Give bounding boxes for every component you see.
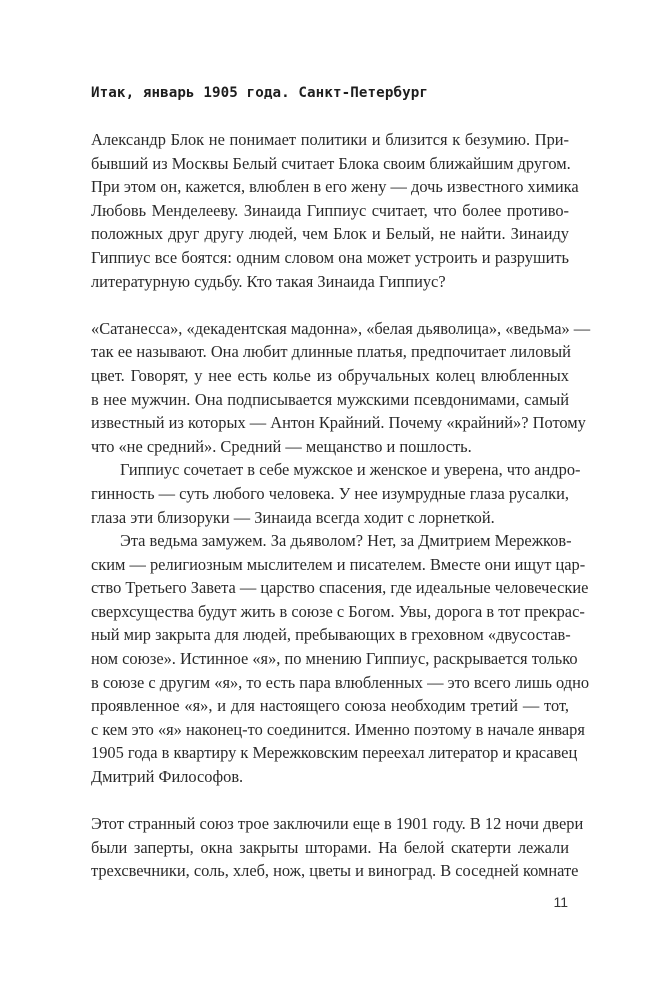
text-line: Александр Блок не понимает политики и близится к безумию. При- xyxy=(91,130,569,149)
text-line: Этот странный союз трое заключили еще в 1901 году. В 12 ночи двери xyxy=(91,814,584,834)
text-line: Гиппиус все боятся: одним словом она может устроить и разрушить xyxy=(91,247,569,267)
text-line: в нее мужчин. Она подписывается мужскими псевдонимами, самый xyxy=(91,389,569,409)
text-line: При этом он, кажется, влюблен в его жену — дочь известного химика xyxy=(91,177,579,197)
text-line: проявленное «я», и для настоящего союза необходим третий — тот, xyxy=(91,696,569,716)
paragraph-4 xyxy=(91,529,590,789)
text-line: что «не средний». Средний — мещанство и пошлость. xyxy=(91,436,472,456)
text-line: Эта ведьма замужем. За дьяволом? Нет, за Дмитрием Мережков- xyxy=(120,531,572,551)
paragraph-3 xyxy=(91,458,581,529)
text-line: сверхсущества будут жить в союзе с Богом. Увы, дорога в тот прекрас- xyxy=(91,601,585,621)
text-line: так ее называют. Она любит длинные платья, предпочитает лиловый xyxy=(91,342,571,362)
text-line: ским — религиозным мыслителем и писателем. Вместе они ищут цар- xyxy=(91,554,586,574)
text-line: цвет. Говорят, у нее есть колье из обручальных колец влюбленных xyxy=(91,365,569,385)
text-line: ном союзе». Истинное «я», по мнению Гиппиус, раскрывается только xyxy=(91,649,578,669)
text-line: Любовь Менделееву. Зинаида Гиппиус считает, что более противо- xyxy=(91,200,569,220)
text-line: 1905 года в квартиру к Мережковским переехал литератор и красавец xyxy=(91,743,578,763)
text-line: положных друг другу людей, чем Блок и Белый, не найти. Зинаиду xyxy=(91,224,569,244)
text-line: глаза эти близоруки — Зинаида всегда ходит с лорнеткой. xyxy=(91,507,495,527)
text-line: известный из которых — Антон Крайний. Почему «крайний»? Потому xyxy=(91,413,586,433)
paragraph-2 xyxy=(91,317,591,459)
text-line: гинность — суть любого человека. У нее изумрудные глаза русалки, xyxy=(91,483,569,503)
text-line: «Сатанесса», «декадентская мадонна», «белая дьяволица», «ведьма» — xyxy=(91,318,591,338)
text-line: в союзе с другим «я», то есть пара влюбленных — это всего лишь одно xyxy=(91,672,590,692)
paragraph-1 xyxy=(91,128,579,293)
text-line: Дмитрий Философов. xyxy=(91,767,244,787)
text-line: были заперты, окна закрыты шторами. На белой скатерти лежали xyxy=(91,837,569,857)
paragraph-5 xyxy=(91,812,584,883)
text-line: ный мир закрыта для людей, пребывающих в греховном «двусостав- xyxy=(91,625,571,645)
text-line: ство Третьего Завета — царство спасения, где идеальные человеческие xyxy=(91,578,589,598)
text-line: трехсвечники, соль, хлеб, нож, цветы и виноград. В соседней комнате xyxy=(91,861,579,881)
text-line: литературную судьбу. Кто такая Зинаида Гиппиус? xyxy=(91,271,446,291)
section-heading: Итак, январь 1905 года. Санкт-Петербург xyxy=(91,85,429,101)
text-line: Гиппиус сочетает в себе мужское и женское и уверена, что андро- xyxy=(120,460,581,480)
text-line: с кем это «я» наконец-то соединится. Именно поэтому в начале января xyxy=(91,719,585,739)
body-text xyxy=(91,128,591,883)
page-number: 11 xyxy=(553,894,568,910)
text-line: бывший из Москвы Белый считает Блока своим ближайшим другом. xyxy=(91,153,571,173)
